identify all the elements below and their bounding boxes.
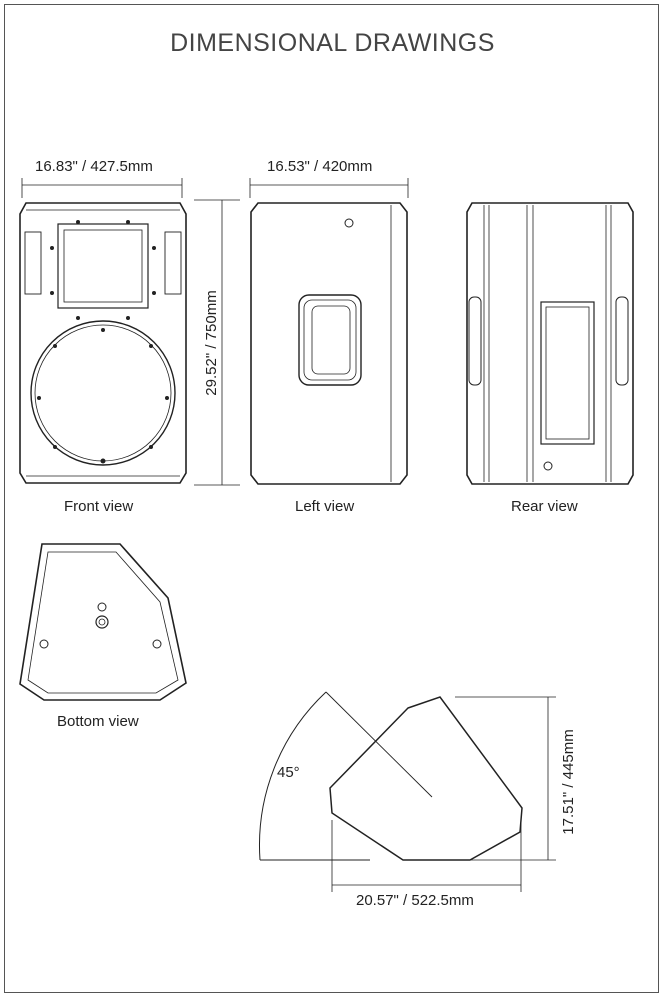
left-width-label: 16.53" / 420mm — [267, 158, 373, 175]
front-view-caption: Front view — [64, 498, 134, 515]
bottom-view-caption: Bottom view — [57, 713, 139, 730]
left-view-drawing — [250, 178, 408, 484]
front-view-drawing — [20, 178, 186, 483]
height-dimension-label: 29.52" / 750mm — [203, 290, 220, 396]
floor-depth-label: 17.51" / 445mm — [560, 729, 577, 835]
rear-view-caption: Rear view — [511, 498, 578, 515]
front-width-label: 16.83" / 427.5mm — [35, 158, 153, 175]
rear-view-drawing — [467, 203, 633, 484]
angle-label: 45° — [277, 764, 300, 781]
floor-angle-drawing — [259, 692, 556, 892]
left-view-caption: Left view — [295, 498, 355, 515]
bottom-view-drawing — [20, 544, 186, 700]
floor-width-label: 20.57" / 522.5mm — [356, 892, 474, 909]
page-title: DIMENSIONAL DRAWINGS — [170, 29, 495, 57]
